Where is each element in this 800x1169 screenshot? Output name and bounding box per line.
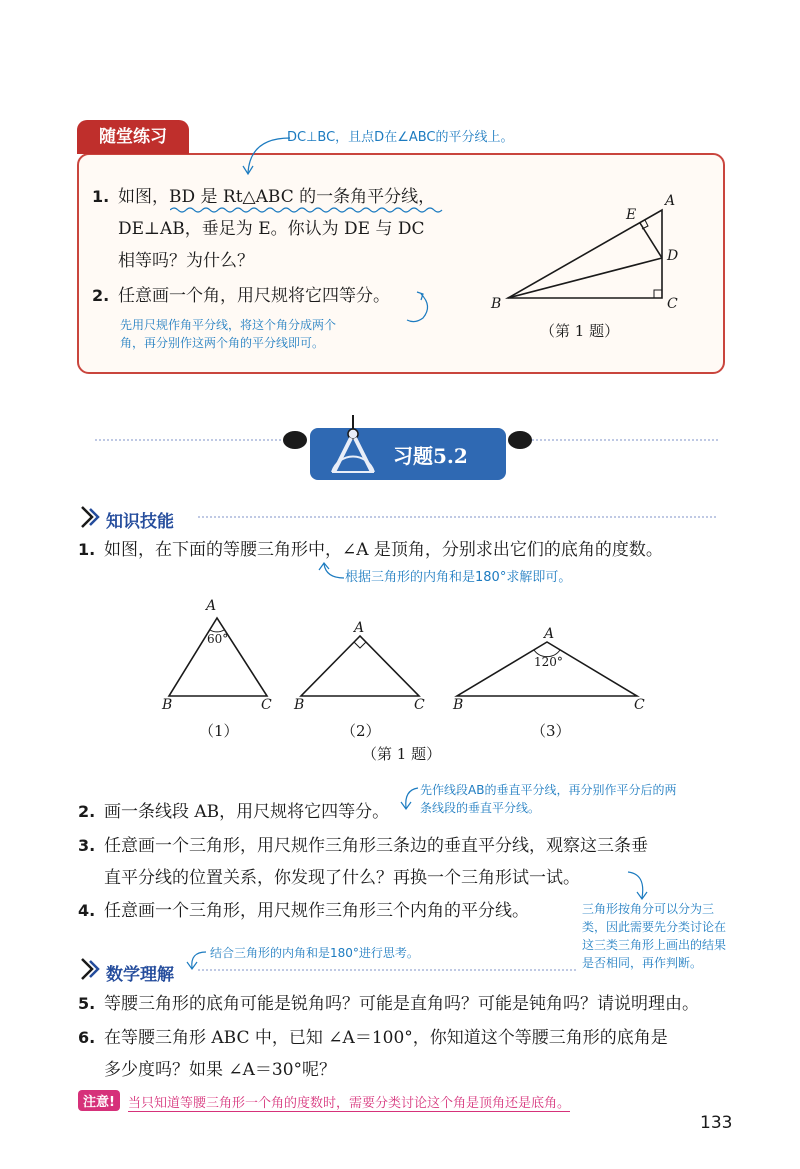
s1-q4-number: 4. (78, 901, 96, 920)
compass-icon (318, 410, 388, 480)
tri3-label-c: C (634, 697, 645, 713)
figure-label-d: D (667, 248, 679, 264)
practice-q2-note-line1: 先用尺规作角平分线，将这个角分成两个 (120, 318, 337, 332)
s1-q4-note-line2: 类，因此需要先分类讨论在 (582, 920, 727, 934)
tri3-angle: 120° (534, 655, 563, 669)
chevron-right-icon (78, 505, 106, 529)
attention-text: 当只知道等腰三角形一个角的度数时，需要分类讨论这个角是顶角还是底角。 (128, 1092, 570, 1112)
tri2-label-a: A (354, 620, 365, 636)
section-title-understanding: 数学理解 (106, 965, 174, 985)
practice-q2-number: 2. (92, 286, 110, 305)
s1-q4-text: 任意画一个三角形，用尺规作三角形三个内角的平分线。 (104, 901, 529, 921)
tri1-label-b: B (162, 697, 173, 713)
s2-q6-number: 6. (78, 1028, 96, 1047)
s1-q3-line2: 直平分线的位置关系，你发现了什么？再换一个三角形试一试。 (104, 868, 580, 888)
s2-q6-line2: 多少度吗？如果 ∠A＝30°呢？ (104, 1060, 337, 1080)
practice-tab: 随堂练习 (77, 120, 189, 154)
s1-q1-number: 1. (78, 540, 96, 559)
s1-q3-number: 3. (78, 836, 96, 855)
figure-label-c: C (667, 296, 678, 312)
attention-badge: 注意! (78, 1090, 120, 1111)
s1-q2-number: 2. (78, 802, 96, 821)
tri1-sub-caption: （1） (199, 722, 239, 740)
tri3-label-b: B (453, 697, 464, 713)
s2-title-note: 结合三角形的内角和是180°进行思考。 (210, 946, 419, 960)
practice-q1-line1: 如图，BD 是 Rt△ABC 的一条角平分线， (118, 187, 436, 207)
practice-q1-line3: 相等吗？为什么？ (118, 251, 254, 271)
practice-figure-caption: （第 1 题） (540, 322, 620, 340)
s1-q4-note-line4: 是否相同，再作判断。 (582, 956, 703, 970)
s1-q1-text: 如图，在下面的等腰三角形中，∠A 是顶角，分别求出它们的底角的度数。 (104, 540, 663, 560)
s1-q4-note-line3: 这三类三角形上画出的结果 (582, 938, 727, 952)
section-dotted-line (198, 515, 718, 519)
practice-q1-line2: DE⊥AB，垂足为 E。你认为 DE 与 DC (118, 219, 425, 239)
s1-figure-caption: （第 1 题） (362, 745, 442, 763)
practice-q2-note-line2: 角，再分别作这两个角的平分线即可。 (120, 336, 325, 350)
section-dotted-line (198, 968, 578, 972)
tri1-label-a: A (206, 598, 217, 614)
tri2-sub-caption: （2） (341, 722, 381, 740)
tri1-label-c: C (261, 697, 272, 713)
figure-label-e: E (626, 207, 637, 223)
s1-q2-note-line2: 条线段的垂直平分线。 (420, 801, 541, 815)
practice-q1-number: 1. (92, 187, 110, 206)
banner-title: 习题5.2 (393, 444, 468, 468)
figure-label-a: A (665, 193, 676, 209)
s1-q2-text: 画一条线段 AB，用尺规将它四等分。 (104, 802, 390, 822)
page-number: 133 (700, 1113, 733, 1133)
tri2-label-c: C (414, 697, 425, 713)
s1-q4-note-line1: 三角形按角分可以分为三 (582, 902, 715, 916)
tri1-angle: 60° (207, 632, 229, 646)
s1-q2-note-line1: 先作线段AB的垂直平分线，再分别作平分后的两 (420, 783, 677, 797)
section-title-knowledge: 知识技能 (106, 512, 174, 532)
tri2-label-b: B (294, 697, 305, 713)
tri3-sub-caption: （3） (531, 722, 571, 740)
s2-q5-text: 等腰三角形的底角可能是锐角吗？可能是直角吗？可能是钝角吗？请说明理由。 (104, 994, 699, 1014)
figure-label-b: B (491, 296, 502, 312)
s2-q6-line1: 在等腰三角形 ABC 中，已知 ∠A＝100°，你知道这个等腰三角形的底角是 (104, 1028, 668, 1048)
practice-top-note: DC⊥BC，且点D在∠ABC的平分线上。 (287, 130, 514, 145)
annotation-arrow (622, 868, 662, 902)
s1-q1-note: 根据三角形的内角和是180°求解即可。 (345, 570, 572, 585)
wavy-underline (170, 206, 445, 214)
annotation-arrow (395, 288, 435, 328)
chevron-right-icon (78, 957, 106, 981)
practice-q2-text: 任意画一个角，用尺规将它四等分。 (118, 286, 390, 306)
s1-q3-line1: 任意画一个三角形，用尺规作三角形三条边的垂直平分线，观察这三条垂 (104, 836, 648, 856)
s2-q5-number: 5. (78, 994, 96, 1013)
tri3-label-a: A (544, 626, 555, 642)
